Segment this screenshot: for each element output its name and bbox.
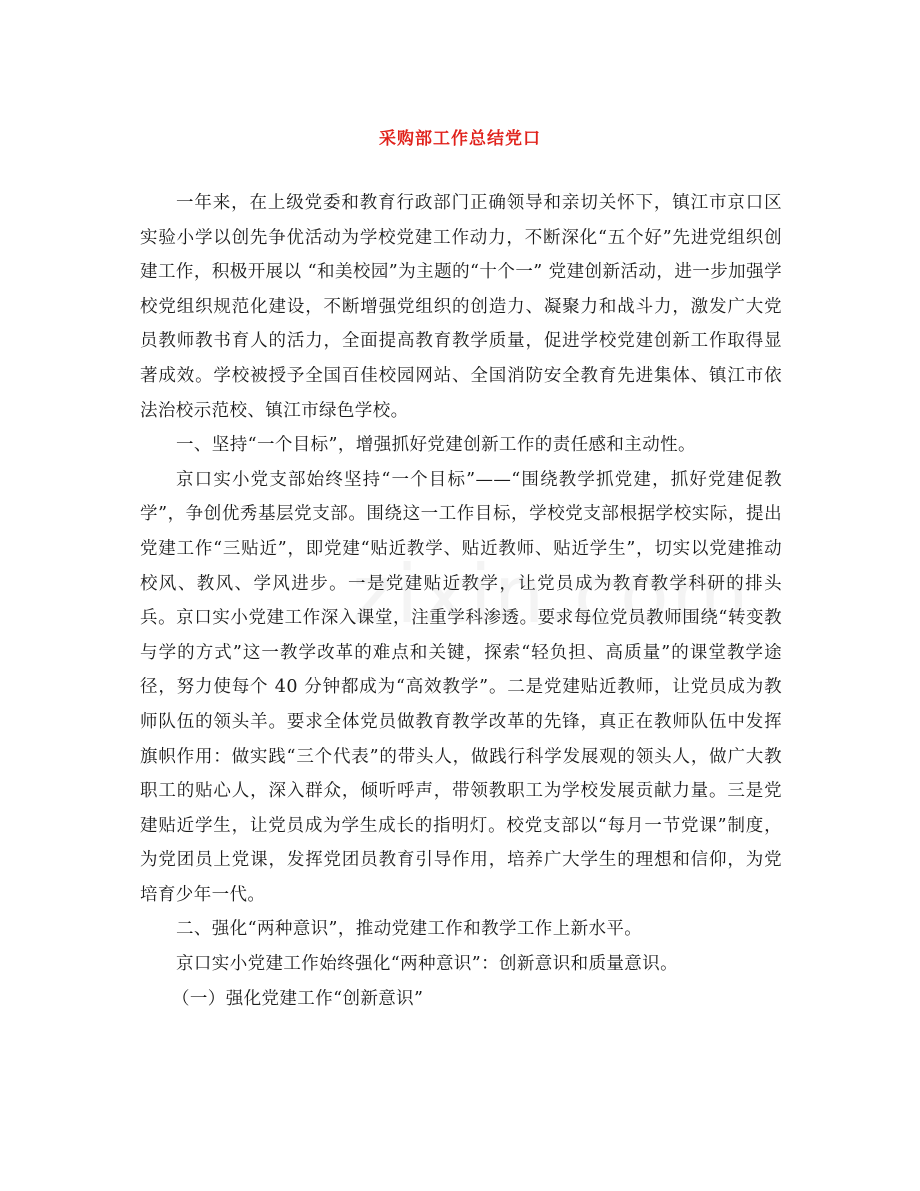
section-heading-2: 二、强化“两种意识”，推动党建工作和教学工作上新水平。 xyxy=(176,919,643,940)
document-body xyxy=(140,186,782,1016)
section-heading-1: 一、坚持“一个目标”，增强抓好党建创新工作的责任感和主动性。 xyxy=(176,435,696,456)
paragraph-section-1: 京口实小党支部始终坚持“一个目标”——“围绕教学抓党建，抓好党建促教学”，争创优秀基层党支部。围绕这一工作目标，学校党支部根据学校实际，提出党建工作“三贴近”，即党建“贴近教学、贴近教师、贴近学生”，切实以党建推动校风、教风、学风进步。一是党建贴近教学，让党员成为教育教学科研的排头兵。京口实小党建工作深入课堂，注重学科渗透。要求每位党员教师围绕“转变教与学的方式”这一教学改革的难点和关键，探索“轻负担、高质量”的课堂教学途径，努力使每个 40 分钟都成为“高效教学”。二是党建贴近教师，让党员成为教师队伍的领头羊。要求全体党员做教育教学改革的先锋，真正在教师队伍中发挥旗帜作用：做实践“三个代表”的带头人，做践行科学发展观的领头人，做广大教职工的贴心人，深入群众，倾听呼声，带领教职工为学校发展贡献力量。三是党建贴近学生，让党员成为学生成长的指明灯。校党支部以“每月一节党课”制度，为党团员上党课，发挥党团员教育引导作用，培养广大学生的理想和信仰，为党培育少年一代。 xyxy=(140,469,782,905)
paragraph-section-2: 京口实小党建工作始终强化“两种意识”：创新意识和质量意识。 xyxy=(176,954,678,975)
paragraph-intro: 一年来，在上级党委和教育行政部门正确领导和亲切关怀下，镇江市京口区实验小学以创先争优活动为学校党建工作动力，不断深化“五个好”先进党组织创建工作，积极开展以 “和美校园”为主题的“十个一” 党建创新活动，进一步加强学校党组织规范化建设，不断增强党组织的创造力、凝聚力和战斗力，激发广大党员教师教书育人的活力，全面提高教育教学质量，促进学校党建创新工作取得显著成效。学校被授予全国百佳校园网站、全国消防安全教育先进集体、镇江市依法治校示范校、镇江市绿色学校。 xyxy=(140,193,782,421)
document-title: 采购部工作总结党口 xyxy=(379,129,541,149)
subsection-heading-1: （一）强化党建工作“创新意识” xyxy=(172,988,424,1009)
